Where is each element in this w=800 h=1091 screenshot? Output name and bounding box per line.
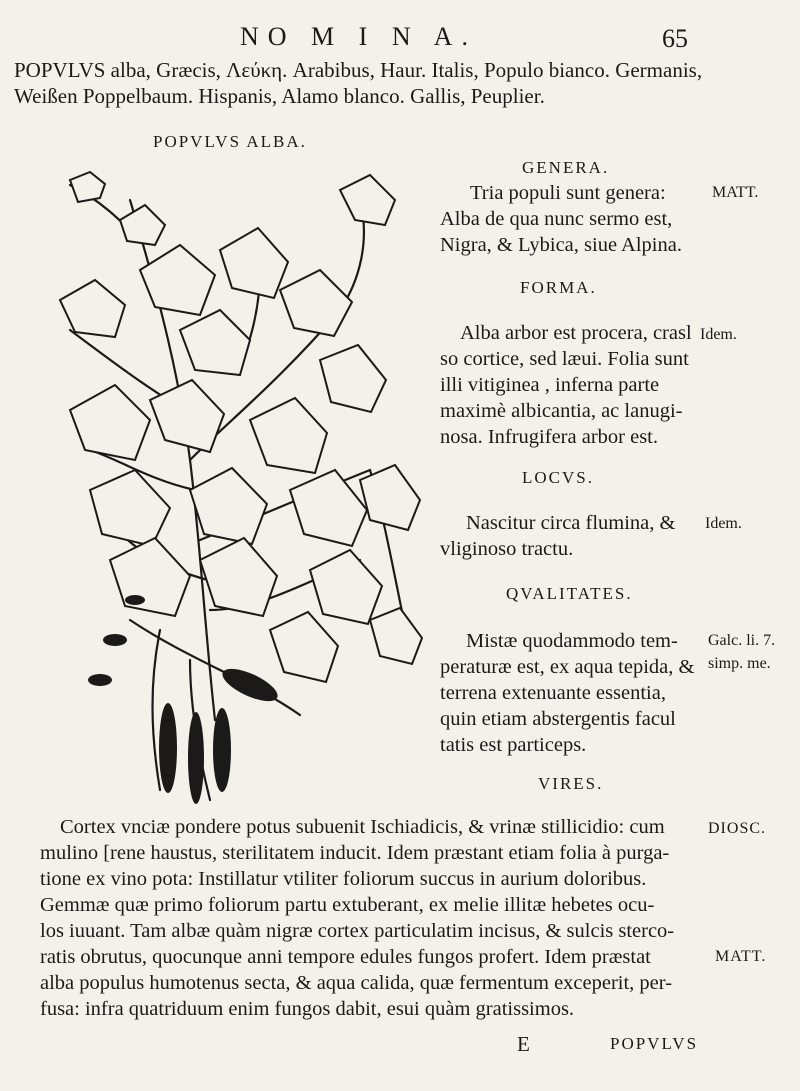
vires-line-5: los iuuant. Tam albæ quàm nigræ cortex particulatim incisus, & sulcis sterco- [40, 920, 675, 942]
forma-line-3: illi vitiginea , inferna parte [440, 374, 660, 396]
vires-line-3: tione ex vino pota: Instillatur vtiliter foliorum succus in aurium doloribus. [40, 868, 647, 890]
section-heading-qualitates: QVALITATES. [506, 584, 633, 603]
qualitates-line-4: quin etiam abstergentis facul [440, 708, 676, 730]
vires-line-2: mulino [rene haustus, sterilitatem inducit. Idem præstant etiam folia à purga- [40, 842, 670, 864]
running-head: NO M I N A. [240, 22, 477, 51]
white-poplar-woodcut-illustration [40, 160, 440, 810]
forma-line-1: Alba arbor est procera, crasl [460, 322, 692, 344]
forma-line-4: maximè albicantia, ac lanugi- [440, 400, 683, 422]
section-heading-forma: FORMA. [520, 278, 597, 297]
intro-line-2: Weißen Poppelbaum. Hispanis, Alamo blanco. Gallis, Peuplier. [14, 84, 545, 108]
qualitates-line-3: terrena extenuante essentia, [440, 682, 666, 704]
figure-caption: POPVLVS ALBA. [153, 132, 307, 151]
forma-line-5: nosa. Infrugifera arbor est. [440, 426, 659, 448]
section-heading-locus: LOCVS. [522, 468, 594, 487]
margin-note-simp: simp. me. [708, 655, 771, 672]
vires-line-7: alba populus humotenus secta, & aqua calida, quæ fermentum exceperit, per- [40, 972, 673, 994]
section-heading-genera: GENERA. [522, 158, 610, 177]
vires-line-8: fusa: infra quatriduum enim fungos dabit, esui quàm gratissimos. [40, 998, 575, 1020]
vires-line-6: ratis obrutus, quocunque anni tempore edules fungos profert. Idem præstat [40, 946, 651, 968]
catchword: POPVLVS [610, 1034, 699, 1053]
margin-note-diosc: DIOSC. [708, 820, 767, 837]
qualitates-line-2: peraturæ est, ex aqua tepida, & [440, 656, 695, 678]
margin-note-idem-2: Idem. [705, 515, 742, 532]
intro-line-1: POPVLVS alba, Græcis, Λεύκη. Arabibus, Haur. Italis, Populo bianco. Germanis, [14, 58, 703, 82]
margin-note-galen: Galc. li. 7. [708, 632, 776, 649]
margin-note-idem: Idem. [700, 326, 737, 343]
genera-line-1: Tria populi sunt genera: [470, 182, 666, 204]
genera-line-3: Nigra, & Lybica, siue Alpina. [440, 234, 682, 256]
genera-line-2: Alba de qua nunc sermo est, [440, 208, 673, 230]
qualitates-line-1: Mistæ quodammodo tem- [466, 630, 678, 652]
locus-line-1: Nascitur circa flumina, & [466, 512, 676, 534]
qualitates-line-5: tatis est particeps. [440, 734, 587, 756]
vires-line-4: Gemmæ quæ primo foliorum partu extuberant, ex melie illitæ hebetes ocu- [40, 894, 655, 916]
locus-line-2: vliginoso tractu. [440, 538, 574, 560]
margin-note-matt: MATT. [712, 184, 759, 201]
signature-mark: E [517, 1032, 530, 1056]
forma-line-2: so cortice, sed læui. Folia sunt [440, 348, 689, 370]
page-number: 65 [662, 24, 688, 53]
section-heading-vires: VIRES. [538, 774, 604, 793]
vires-line-1: Cortex vnciæ pondere potus subuenit Ischiadicis, & vrinæ stillicidio: cum [60, 816, 665, 838]
margin-note-matt-2: MATT. [715, 948, 767, 965]
